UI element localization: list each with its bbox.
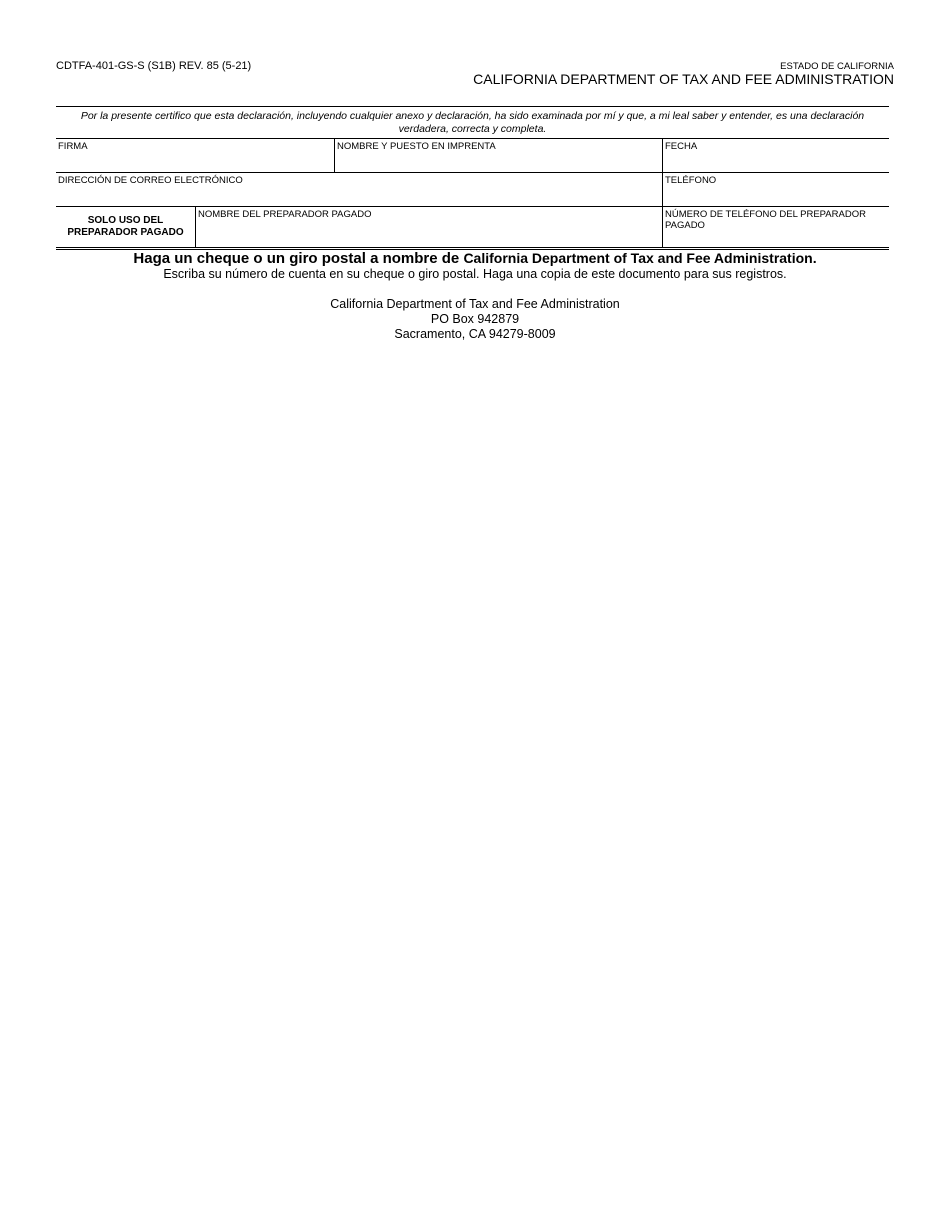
preparer-phone-field[interactable] xyxy=(662,207,889,247)
solo-uso-line2: PREPARADOR PAGADO xyxy=(67,227,184,238)
address-line-3: Sacramento, CA 94279-8009 xyxy=(394,327,556,341)
nombre-puesto-field[interactable] xyxy=(334,139,662,172)
address-line-1: California Department of Tax and Fee Administration xyxy=(330,297,620,311)
fecha-field[interactable] xyxy=(662,139,889,172)
firma-label: FIRMA xyxy=(58,141,88,152)
agency-name: CALIFORNIA DEPARTMENT OF TAX AND FEE ADMINISTRATION xyxy=(473,71,894,87)
payment-heading xyxy=(0,250,950,267)
form-number: CDTFA-401-GS-S (S1B) REV. 85 (5-21) xyxy=(56,60,252,72)
preparer-name-label: NOMBRE DEL PREPARADOR PAGADO xyxy=(198,209,372,220)
signature-row xyxy=(56,138,889,172)
mailing-address xyxy=(0,297,950,342)
nombre-puesto-label: NOMBRE Y PUESTO EN IMPRENTA xyxy=(337,141,496,152)
telefono-label: TELÉFONO xyxy=(665,175,717,186)
preparer-name-field[interactable] xyxy=(195,207,662,247)
firma-field[interactable] xyxy=(56,139,334,172)
state-label: ESTADO DE CALIFORNIA xyxy=(780,61,894,72)
email-label: DIRECCIÓN DE CORREO ELECTRÓNICO xyxy=(58,175,243,186)
contact-row xyxy=(56,172,889,206)
solo-uso-line1: SOLO USO DEL xyxy=(87,215,164,226)
payee-name: California Department of Tax and Fee Administration. xyxy=(463,250,817,266)
fecha-label: FECHA xyxy=(665,141,698,152)
preparer-row xyxy=(56,206,889,247)
payment-heading-prefix: Haga un cheque o un giro postal a nombre de xyxy=(133,250,464,267)
certification-table xyxy=(56,106,889,250)
certification-statement: Por la presente certifico que esta declaración, incluyendo cualquier anexo y declaración, ha sido examinada por mí y que, a mi leal saber y entender, es una declaración verdadera, correcta y completa. xyxy=(80,110,865,135)
address-line-2: PO Box 942879 xyxy=(430,312,520,326)
telefono-field[interactable] xyxy=(662,173,889,206)
preparer-phone-label: NÚMERO DE TELÉFONO DEL PREPARADOR PAGADO xyxy=(665,209,866,231)
email-field[interactable] xyxy=(56,173,662,206)
paid-preparer-section-label xyxy=(56,207,195,247)
payment-instructions: Escriba su número de cuenta en su cheque o giro postal. Haga una copia de este documento para sus registros. xyxy=(163,267,787,281)
